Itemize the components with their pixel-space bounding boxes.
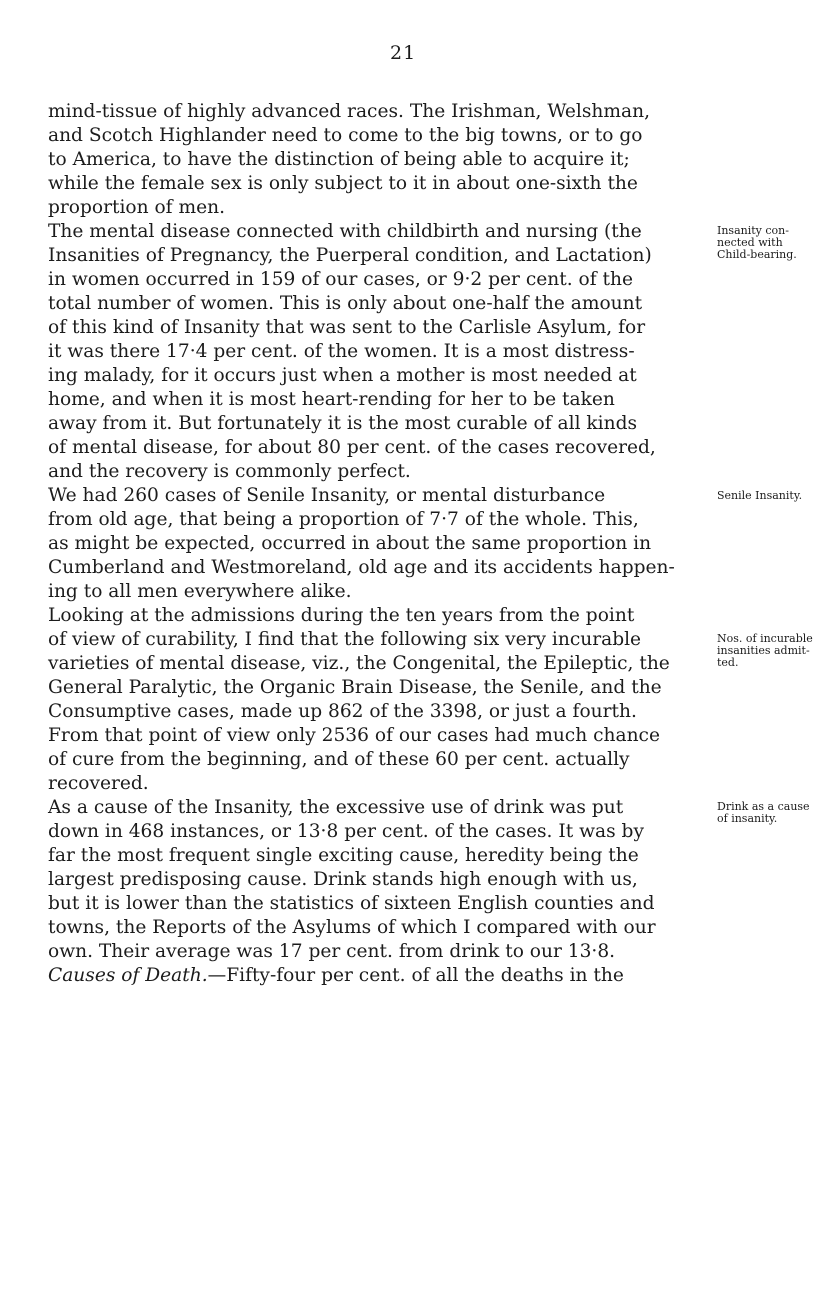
text-line: to America, to have the distinction of being able to acquire it; xyxy=(48,149,630,170)
text-line: Cumberland and Westmoreland, old age and its accidents happen- xyxy=(48,557,675,578)
text-line: of view of curability, I find that the following six very incurable xyxy=(48,629,642,650)
text-line: from old age, that being a proportion of 7·7 of the whole. This, xyxy=(48,509,639,530)
text-line: but it is lower than the statistics of sixteen English counties and xyxy=(48,893,655,914)
text-line: Looking at the admissions during the ten years from the point xyxy=(48,605,635,626)
text-line: mind-tissue of highly advanced races. The Irishman, Welshman, xyxy=(48,101,650,122)
text-line: of cure from the beginning, and of these 60 per cent. actually xyxy=(48,749,630,770)
text-line: down in 468 instances, or 13·8 per cent. of the cases. It was by xyxy=(48,821,644,842)
text-line: The mental disease connected with childbirth and nursing (the xyxy=(48,221,642,242)
text-line: We had 260 cases of Senile Insanity, or mental disturbance xyxy=(48,485,606,506)
section-text: —Fifty-four per cent. of all the deaths in the xyxy=(207,965,624,986)
text-line: From that point of view only 2536 of our cases had much chance xyxy=(48,725,660,746)
text-line: varieties of mental disease, viz., the Congenital, the Epileptic, the xyxy=(48,653,670,674)
text-line: proportion of men. xyxy=(48,197,225,218)
section-heading: Causes of Death. xyxy=(48,965,208,986)
text-line xyxy=(48,964,624,988)
side-note-child-bearing: Insanity con- nected with Child-bearing. xyxy=(717,224,797,261)
text-line: it was there 17·4 per cent. of the women. It is a most distress- xyxy=(48,341,635,362)
text-line: total number of women. This is only about one-half the amount xyxy=(48,293,643,314)
text-line: and the recovery is commonly perfect. xyxy=(48,461,411,482)
text-line: ing to all men everywhere alike. xyxy=(48,581,352,602)
text-line: while the female sex is only subject to it in about one-sixth the xyxy=(48,173,638,194)
text-line: far the most frequent single exciting cause, heredity being the xyxy=(48,845,639,866)
page-number: 21 xyxy=(390,42,417,64)
text-line: and Scotch Highlander need to come to the big towns, or to go xyxy=(48,125,643,146)
text-line: as might be expected, occurred in about the same proportion in xyxy=(48,533,652,554)
text-line: of this kind of Insanity that was sent to the Carlisle Asylum, for xyxy=(48,317,646,338)
text-line: Insanities of Pregnancy, the Puerperal condition, and Lactation) xyxy=(48,245,652,266)
text-line: As a cause of the Insanity, the excessive use of drink was put xyxy=(48,797,624,818)
text-line: own. Their average was 17 per cent. from drink to our 13·8. xyxy=(48,941,616,962)
text-line: of mental disease, for about 80 per cent. of the cases recovered, xyxy=(48,437,656,458)
text-line: home, and when it is most heart-rending for her to be taken xyxy=(48,389,615,410)
text-line: in women occurred in 159 of our cases, or 9·2 per cent. of the xyxy=(48,269,633,290)
side-note-senile-insanity: Senile Insanity. xyxy=(717,489,803,502)
text-line: towns, the Reports of the Asylums of which I compared with our xyxy=(48,917,656,938)
side-note-incurable-insanities: Nos. of incurable insanities admit- ted. xyxy=(717,632,813,669)
text-line: largest predisposing cause. Drink stands high enough with us, xyxy=(48,869,638,890)
text-line: General Paralytic, the Organic Brain Disease, the Senile, and the xyxy=(48,677,662,698)
text-line: away from it. But fortunately it is the most curable of all kinds xyxy=(48,413,638,434)
text-line: Consumptive cases, made up 862 of the 3398, or just a fourth. xyxy=(48,701,637,722)
text-line: recovered. xyxy=(48,773,149,794)
side-note-drink-cause: Drink as a cause of insanity. xyxy=(717,800,810,825)
text-line: ing malady, for it occurs just when a mother is most needed at xyxy=(48,365,637,386)
